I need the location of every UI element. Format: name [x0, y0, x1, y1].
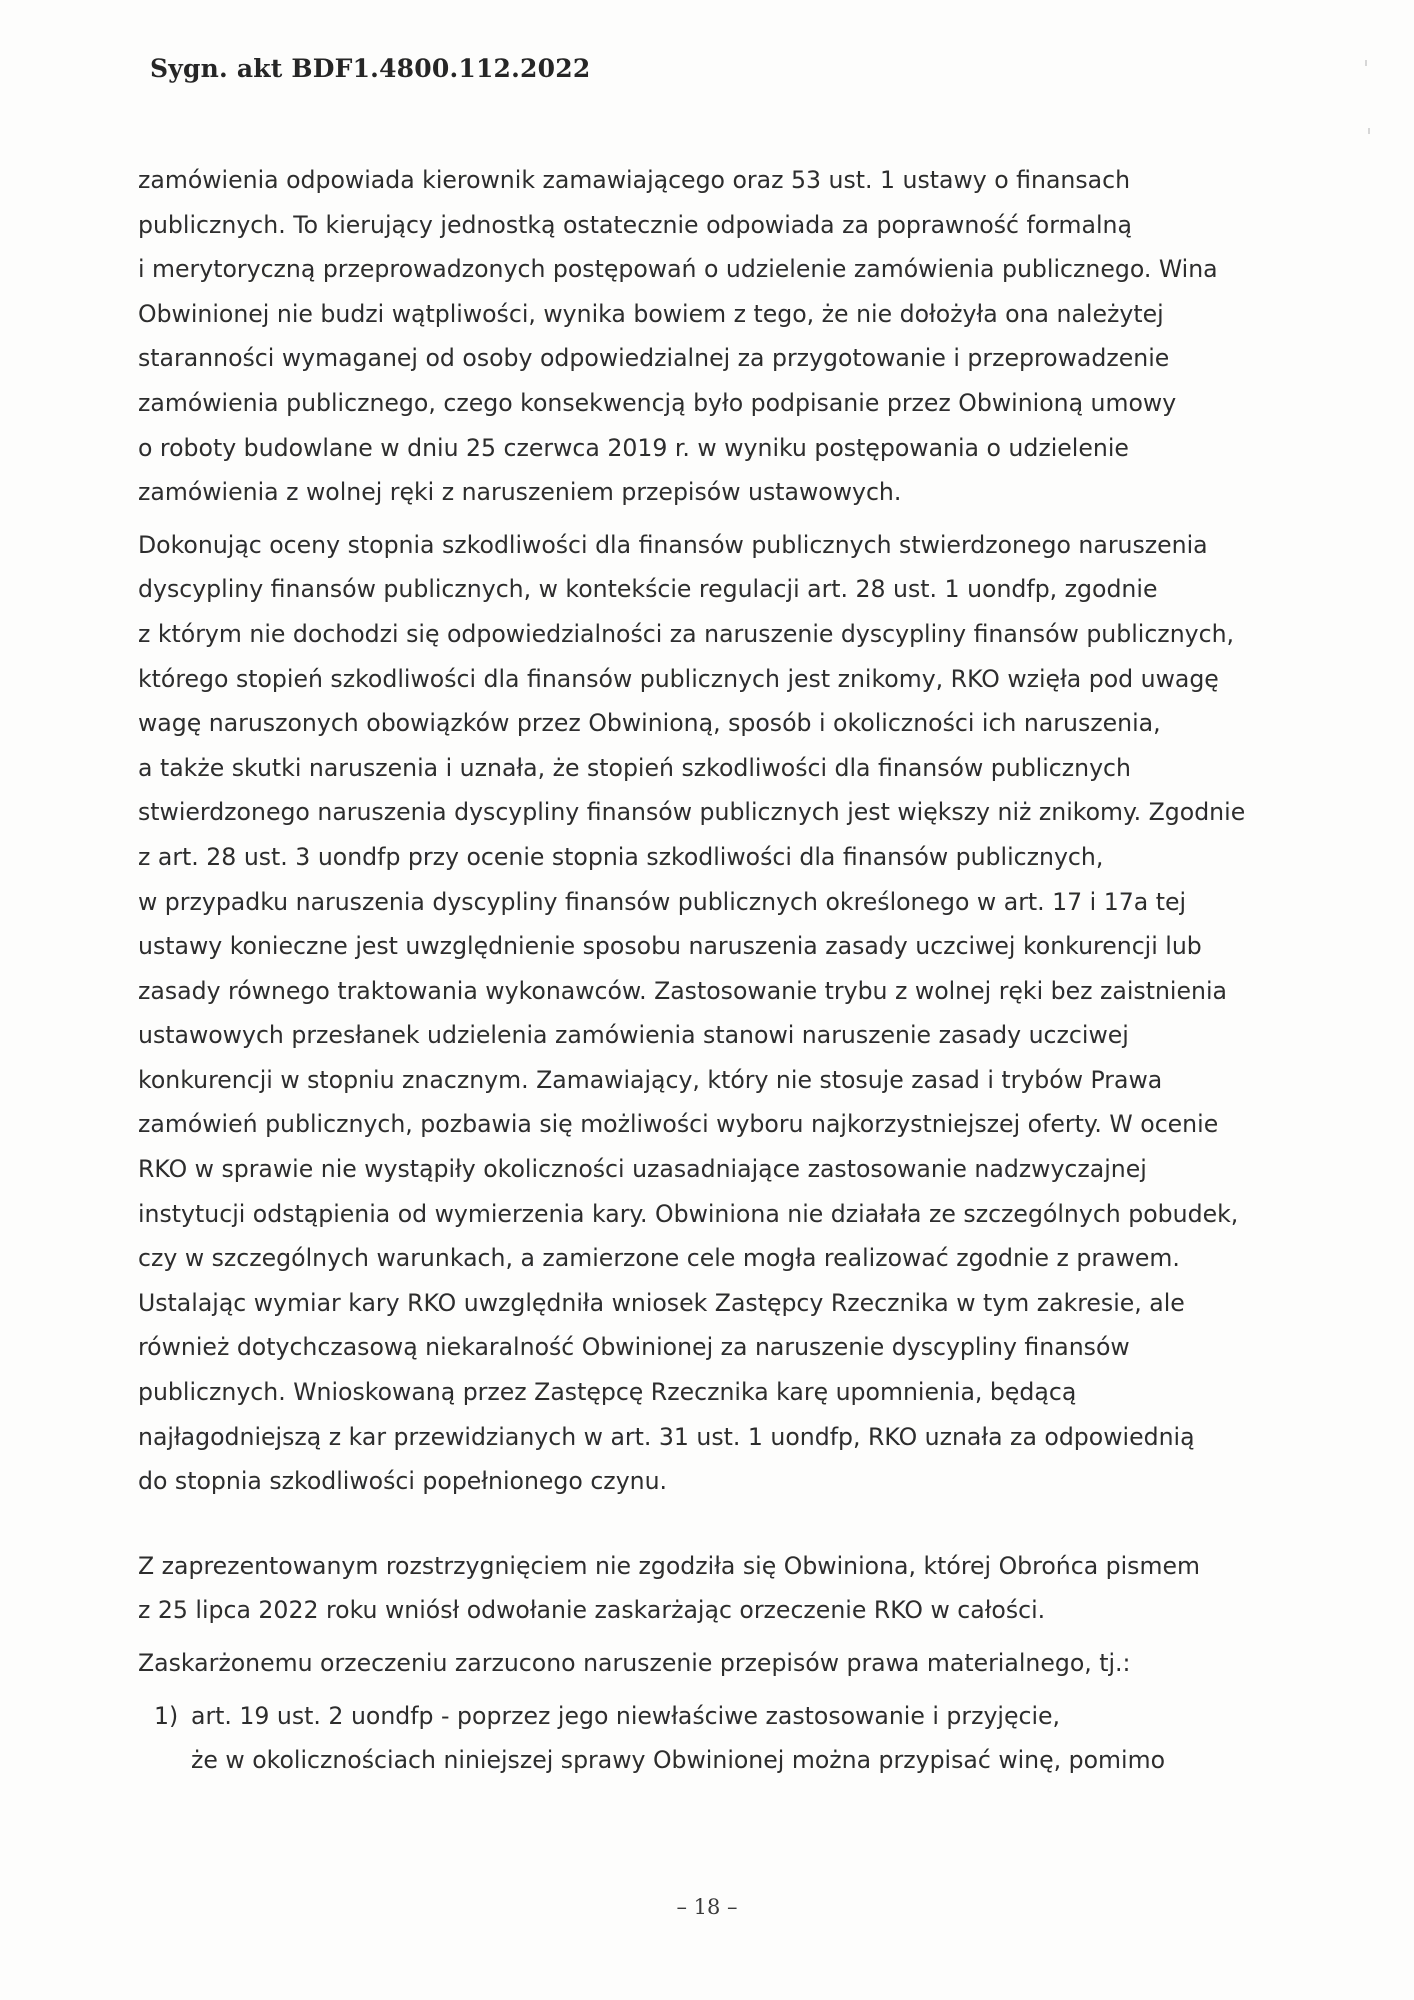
case-reference: Sygn. akt BDF1.4800.112.2022 [150, 54, 591, 83]
text-line: zamówienia z wolnej ręki z naruszeniem przepisów ustawowych. [138, 478, 902, 507]
text-line: zamówienia publicznego, czego konsekwencją było podpisanie przez Obwinioną umowy [138, 388, 1177, 417]
text-line: o roboty budowlane w dniu 25 czerwca 2019 r. w wyniku postępowania o udzielenie [138, 433, 1129, 462]
text-line: czy w szczególnych warunkach, a zamierzone cele mogła realizować zgodnie z prawem. [138, 1244, 1180, 1273]
text-line: ustawy konieczne jest uwzględnienie sposobu naruszenia zasady uczciwej konkurencji lub [138, 932, 1202, 961]
text-line: również dotychczasową niekaralność Obwinionej za naruszenie dyscypliny finansów [138, 1333, 1130, 1362]
document-body [138, 158, 1246, 1783]
text-line: Dokonując oceny stopnia szkodliwości dla finansów publicznych stwierdzonego naruszenia [138, 530, 1208, 559]
scan-edge-mark [1368, 128, 1370, 134]
text-line: Ustalając wymiar kary RKO uwzględniła wniosek Zastępcy Rzecznika w tym zakresie, ale [138, 1288, 1185, 1317]
text-line: z którym nie dochodzi się odpowiedzialności za naruszenie dyscypliny finansów publicznych, [138, 619, 1235, 648]
paragraph-1 [138, 158, 1228, 515]
text-line: do stopnia szkodliwości popełnionego czynu. [138, 1467, 668, 1496]
text-line: najłagodniejszą z kar przewidzianych w art. 31 ust. 1 uondfp, RKO uznała za odpowiednią [138, 1422, 1195, 1451]
paragraph-3 [138, 1544, 1228, 1633]
paragraph-4 [138, 1641, 1228, 1686]
text-line: zamówienia odpowiada kierownik zamawiającego oraz 53 ust. 1 ustawy o finansach [138, 166, 1131, 194]
text-line: w przypadku naruszenia dyscypliny finansów publicznych określonego w art. 17 i 17a tej [138, 887, 1187, 916]
text-line: art. 19 ust. 2 uondfp - poprzez jego niewłaściwe zastosowanie i przyjęcie, [191, 1701, 1061, 1730]
text-line: z art. 28 ust. 3 uondfp przy ocenie stopnia szkodliwości dla finansów publicznych, [138, 842, 1104, 871]
text-line: ustawowych przesłanek udzielenia zamówienia stanowi naruszenie zasady uczciwej [138, 1021, 1129, 1050]
page-number: – 18 – [676, 1895, 738, 1919]
text-line: instytucji odstąpienia od wymierzenia kary. Obwiniona nie działała ze szczególnych pobudek, [138, 1199, 1239, 1228]
text-line: publicznych. To kierujący jednostką ostatecznie odpowiada za poprawność formalną [138, 210, 1132, 239]
text-line: zasady równego traktowania wykonawców. Zastosowanie trybu z wolnej ręki bez zaistnienia [138, 976, 1227, 1005]
text-line: z 25 lipca 2022 roku wniósł odwołanie zaskarżając orzeczenie RKO w całości. [138, 1596, 1046, 1625]
list-item-number: 1) [154, 1701, 179, 1730]
text-line: konkurencji w stopniu znacznym. Zamawiający, który nie stosuje zasad i trybów Prawa [138, 1065, 1163, 1094]
text-line: Z zaprezentowanym rozstrzygnięciem nie zgodziła się Obwiniona, której Obrońca pismem [138, 1551, 1200, 1580]
list-item [138, 1694, 1228, 1783]
text-line: i merytoryczną przeprowadzonych postępowań o udzielenie zamówienia publicznego. Wina [138, 255, 1218, 284]
paragraph-2 [138, 523, 1246, 1504]
text-line: staranności wymaganej od osoby odpowiedzialnej za przygotowanie i przeprowadzenie [138, 344, 1170, 373]
text-line: zamówień publicznych, pozbawia się możliwości wyboru najkorzystniejszej oferty. W ocenie [138, 1110, 1219, 1139]
text-line: którego stopień szkodliwości dla finansów publicznych jest znikomy, RKO wzięła pod uwagę [138, 664, 1219, 693]
text-line: Zaskarżonemu orzeczeniu zarzucono naruszenie przepisów prawa materialnego, tj.: [138, 1649, 1131, 1677]
text-line: dyscypliny finansów publicznych, w kontekście regulacji art. 28 ust. 1 uondfp, zgodnie [138, 575, 1158, 604]
text-line: stwierdzonego naruszenia dyscypliny finansów publicznych jest większy niż znikomy. Zgodnie [138, 798, 1246, 827]
text-line: że w okolicznościach niniejszej sprawy Obwinionej można przypisać winę, pomimo [191, 1746, 1166, 1775]
text-line: Obwinionej nie budzi wątpliwości, wynika bowiem z tego, że nie dołożyła ona należytej [138, 299, 1164, 328]
text-line: RKO w sprawie nie wystąpiły okoliczności uzasadniające zastosowanie nadzwyczajnej [138, 1155, 1147, 1184]
text-line: publicznych. Wnioskowaną przez Zastępcę Rzecznika karę upomnienia, będącą [138, 1378, 1077, 1407]
text-line: wagę naruszonych obowiązków przez Obwinioną, sposób i okoliczności ich naruszenia, [138, 709, 1161, 738]
text-line: a także skutki naruszenia i uznała, że stopień szkodliwości dla finansów publicznych [138, 753, 1131, 782]
scan-edge-mark [1365, 60, 1367, 66]
